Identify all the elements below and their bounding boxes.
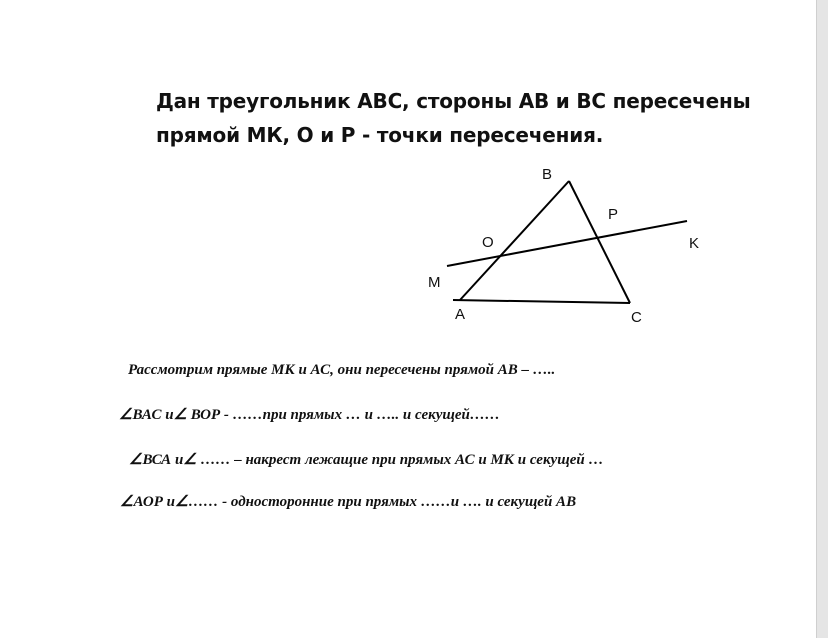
title-line-1: Дан треугольник АВС, стороны АВ и ВС пересечены xyxy=(156,89,751,113)
side-ab xyxy=(460,181,569,300)
label-c: C xyxy=(631,309,642,326)
task-line-3: ∠ВСА и∠ …… – накрест лежащие при прямых АС и МК и секущей … xyxy=(129,452,604,468)
label-p: P xyxy=(608,206,619,223)
label-k: K xyxy=(689,235,700,252)
label-a: A xyxy=(455,306,466,323)
label-b: B xyxy=(542,166,553,183)
task-line-1: Рассмотрим прямые МК и АС, они пересечены прямой АВ – ….. xyxy=(128,362,556,378)
label-o: O xyxy=(482,234,494,251)
side-ac xyxy=(453,300,630,303)
label-m: M xyxy=(428,274,441,291)
task-line-2: ∠ВАС и∠ ВОР - ……при прямых … и ….. и секущей…… xyxy=(119,407,500,423)
task-line-4: ∠АОР и∠…… - односторонние при прямых ……и …. и секущей АВ xyxy=(120,494,577,510)
title-line-2: прямой МК, О и Р - точки пересечения. xyxy=(156,123,604,147)
